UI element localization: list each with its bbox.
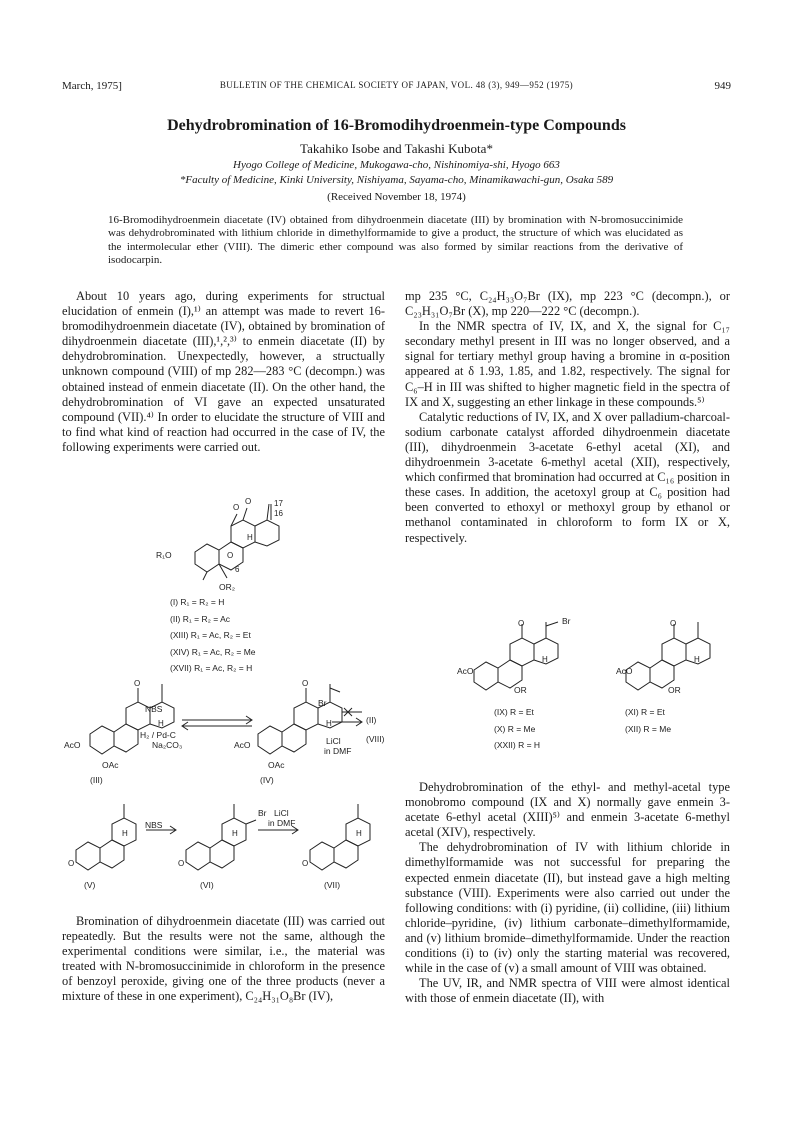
carbonyl-o: O [670, 619, 677, 628]
ketone-o: O [178, 859, 185, 868]
legend-item: (XIII) R₁ = Ac, R₂ = Et [170, 630, 251, 640]
or-label: OR [668, 685, 681, 695]
carbon-6-label: 6 [235, 565, 240, 574]
compound-iii-label: (III) [90, 775, 103, 785]
carbon-16-label: 16 [274, 509, 283, 518]
header-date: March, 1975] [62, 80, 122, 92]
h-label: H [232, 829, 238, 838]
header-page-number: 949 [714, 80, 731, 92]
r1o-label: R₁O [156, 550, 172, 560]
aco-label: AcO [457, 666, 474, 676]
right-column-bottom [405, 780, 730, 1006]
bromine-label: Br [562, 616, 571, 626]
compound-legend-1 [170, 594, 256, 677]
compound-legend-2 [494, 704, 540, 754]
reagent-licl: LiCl [326, 736, 341, 746]
paper-authors: Takahiko Isobe and Takashi Kubota* [300, 141, 493, 156]
or2-label: OR₂ [219, 582, 236, 592]
affiliation-2: *Faculty of Medicine, Kinki University, Nishiyama, Sayama-cho, Minamikawachi-gun, Osaka 589 [179, 174, 614, 186]
paper-title: Dehydrobromination of 16-Bromodihydroenmein-type Compounds [167, 117, 626, 134]
carbonyl-o: O [302, 679, 309, 688]
compound-vi-label: (VI) [200, 880, 214, 890]
legend-item: (XXII) R = H [494, 740, 541, 750]
reagent-nbs: NBS [145, 820, 163, 830]
compound-iv-label: (IV) [260, 775, 274, 785]
legend-item: (XIV) R₁ = Ac, R₂ = Me [170, 646, 256, 657]
abstract: 16-Bromodihydroenmein diacetate (IV) obtained from dihydroenmein diacetate (III) by bromination with N-bromosuccinimide was dehydrobrominated with lithium chloride in dimethylformamide to give a product, the structure of which was elucidated as the intermolecular ether (VIII). The dimeric ether compound was also formed by similar reactions from the derivative of isodocarpin. [108, 214, 683, 267]
left-column-top [62, 289, 385, 455]
aco-label: AcO [234, 740, 251, 750]
legend-item: (IX) R = Et [494, 707, 534, 717]
header-journal: BULLETIN OF THE CHEMICAL SOCIETY OF JAPAN, VOL. 48 (3), 949—952 (1975) [219, 80, 574, 90]
product-ii-label: (II) [366, 715, 377, 725]
h-label: H [247, 533, 253, 542]
ketone-o: O [68, 859, 75, 868]
carbonyl-o-2: O [245, 497, 252, 506]
oac-label: OAc [102, 760, 119, 770]
h-label: H [122, 829, 128, 838]
product-viii-label: (VIII) [366, 734, 385, 744]
right-paragraph-5: The dehydrobromination of IV with lithium chloride in dimethylformamide was not successful for preparing the expected enmein diacetate (II), but instead gave a high melting substance (VIII). Experiments were also carried out under the following conditions: with (i) pyridine, (ii) collidine, (iii) lithium chloride–pyridine, (iv) lithium carbonate–dimethylformamide, and (v) lithium bromide–dimethylformamide. Under the reaction conditions (i) to (iv) only the starting material was recovered, while in the case of (v) a small amount of VIII was obtained. [405, 840, 730, 976]
legend-item: (II) R₁ = R₂ = Ac [170, 613, 231, 624]
carbonyl-o: O [134, 679, 141, 688]
left-paragraph-2: Bromination of dihydroenmein diacetate (III) was carried out repeatedly. But the results were not the same, although the experimental conditions were similar, i.e., the material was treated with N-bromosuccinimide in chloroform in the presence of benzoyl peroxide, giving one of the three products (never a mixture of these in one experiment), C₂₄H₃₁O₈Br (IV), [62, 914, 385, 1004]
right-paragraph-3: Catalytic reductions of IV, IX, and X over palladium-charcoal-sodium carbonate catalyst afforded dihydroenmein diacetate (III), dihydroenmein 3-acetate 6-ethyl acetal (XI), and dihydroenmein 3-acetate 6-methyl acetal (XII), respectively, which confirmed that bromination had occurred at C₁₆ position in these cases. In addition, the acetoxyl group at C₆ position had been converted to ethoxyl or methoxyl group by ethanol or methanol contaminated in chloroform to form IX or X, respectively. [405, 409, 730, 545]
legend-item: (X) R = Me [494, 723, 536, 734]
legend-item: (XI) R = Et [625, 707, 665, 717]
ketone-o: O [302, 859, 309, 868]
h-label: H [326, 719, 332, 728]
h-label: H [356, 829, 362, 838]
h-label: H [542, 655, 548, 664]
affiliation-1: Hyogo College of Medicine, Mukogawa-cho, Nishinomiya-shi, Hyogo 663 [233, 159, 560, 171]
right-paragraph-1: mp 235 °C, C₂₄H₃₃O₇Br (IX), mp 223 °C (decompn.), or C₂₃H₃₁O₇Br (X), mp 220—222 °C (decompn.). [405, 289, 730, 319]
carbon-17-label: 17 [274, 499, 283, 508]
aco-label: AcO [64, 740, 81, 750]
received-date: (Received November 18, 1974) [327, 191, 466, 203]
left-paragraph-1: About 10 years ago, during experiments for structual elucidation of enmein (I),¹⁾ an attempt was made to revert 16-bromodihydroenmein diacetate (IV), obtained by bromination of dihydroenmein diacetate (III),¹,²,³⁾ to enmein diacetate (II) by dehydrobromination. Unexpectedly, however, a structually unknown compound (VIII) of mp 282—283 °C (decompn.) was obtained instead of enmein diacetate (II). On the other hand, the dehydrobromination of VI gave an expected unsaturated compound (VII).⁴⁾ In order to elucidate the structure of VIII and to find what kind of reaction had occurred in the case of IV, the following experiments were carried out. [62, 289, 385, 454]
compound-v-label: (V) [84, 880, 96, 890]
enmein-structure-diagram [175, 492, 295, 582]
reagent-h2-pd: H₂ / Pd-C [140, 730, 176, 740]
compound-vii-label: (VII) [324, 880, 341, 890]
legend-item: (XII) R = Me [625, 723, 672, 734]
reagent-nbs: NBS [145, 704, 163, 714]
bromine-label: Br [258, 808, 267, 818]
oac-label: OAc [268, 760, 285, 770]
reagent-licl: LiCl [274, 808, 289, 818]
h-label: H [158, 719, 164, 728]
ring-o-label: O [227, 551, 234, 560]
bromine-label: Br [318, 698, 327, 708]
aco-label: AcO [616, 666, 633, 676]
right-paragraph-4: Dehydrobromination of the ethyl- and methyl-acetal type monobromo compound (IX and X) normally gave enmein 3-acetate 6-ethyl acetal (XIII)⁵⁾ and enmein 3-acetate 6-methyl acetal (XIV), respectively. [405, 780, 730, 840]
reagent-dmf: in DMF [268, 818, 296, 828]
right-paragraph-2: In the NMR spectra of IV, IX, and X, the signal for C₁₇ secondary methyl present in III was no longer observed, and a signal for tertiary methyl group having a bromine in α-position appeared at δ 1.93, 1.85, and 1.82, respectively. The signal for C₆–H in III was shifted to higher magnetic field in the spectra of IX and X, suggesting an ether linkage in these compounds.⁵⁾ [405, 319, 730, 409]
isodocarpin-scheme-diagram [62, 800, 392, 890]
carbonyl-o: O [518, 619, 525, 628]
legend-item: (I) R₁ = R₂ = H [170, 597, 225, 607]
right-column-top [405, 289, 730, 546]
compound-legend-3 [625, 704, 671, 737]
legend-item: (XVII) R₁ = Ac, R₂ = H [170, 663, 253, 673]
reagent-na2co3: Na₂CO₃ [152, 740, 183, 750]
left-column-bottom [62, 914, 385, 1005]
running-header [62, 80, 731, 96]
h-label: H [694, 655, 700, 664]
right-paragraph-6: The UV, IR, and NMR spectra of VIII were almost identical with those of enmein diacetate (II), with [405, 976, 730, 1006]
or-label: OR [514, 685, 527, 695]
reagent-dmf: in DMF [324, 746, 352, 756]
carbonyl-o-1: O [233, 503, 240, 512]
